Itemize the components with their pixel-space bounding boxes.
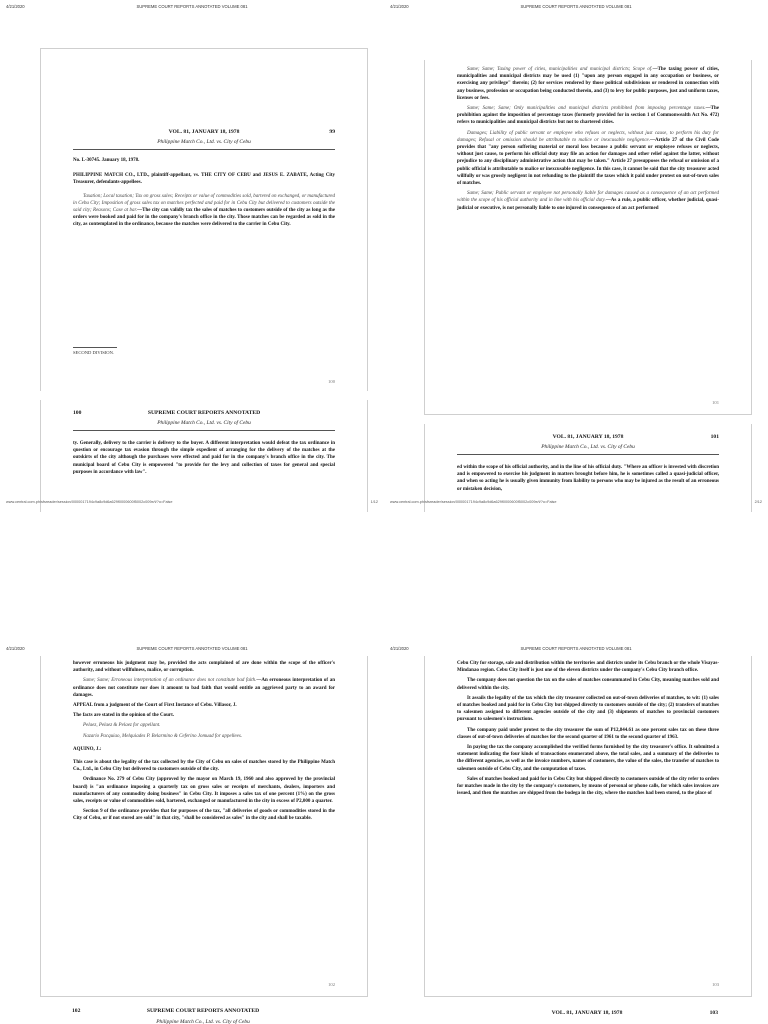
print-date: 4/21/2020 [6,646,25,651]
page-number: 103 [712,982,719,987]
running-head-number: 100 [73,410,82,416]
syllabus-1: Taxation; Local taxation; Tax on gross sales; Receipts or value of commodities sold, bartered on exchanged, or manufactured in Cebu City; Imposition of gross sales tax on matches perfected and paid for in Cebu City but delivered to customers outside the said city; Reasons; Case at bar.—The city can validly tax the sales of matches to customers outside of the city as long as the orders were booked and paid for in the company's branch office in the city. Those matches can be regarded as sold in the city, as contemplated in the ordinance, because the matches were delivered to the carrier in Cebu City. [73,193,336,228]
footnote: SECOND DIVISION. [73,350,115,355]
page-101-frame [424,424,752,512]
case-number: No. L-30745. January 18, 1978. [73,158,140,163]
running-head-title: VOL. 81, JANUARY 18, 1978 [552,434,624,440]
case-body [457,660,719,800]
header-rule [457,454,719,455]
counsel-appellees: Nazario Pacquiao, Melquiades P. Belarmino & Ceferino Jomuad for appellees. [83,733,243,739]
page-101-syllabus-frame [424,60,752,415]
page-number: 101 [712,400,719,405]
header-rule [73,149,335,150]
browser-print-footer [390,500,762,508]
syllabus-3: Same; Same; Same; Only municipalities and municipal districts prohibited from imposing percentage taxes.—The prohibition against the imposition of percentage taxes (formerly provided for in section 1 of Commonwealth Act No. 472) refers to municipalities and municipal districts but not to chartered cities. [457,106,719,126]
decision-paragraph-3: Section 9 of the ordinance provides that for purposes of the tax, "all deliveries of goods or commodities stored in the City of Cebu, or if not stored are sold" in that city, "shall be considered as sales" in the city and shall be taxable. [73,809,335,822]
syllabus-2: Same; Same; Taxing power of cities, municipalities and municipal districts; Scope of.—The taxing power of cities, municipalities and municipal districts may be used (1) "upon any person engaged in any occupation or business, or exercising any privilege" therein; (2) for services rendered by those political subdivisions or rendered in connection with any business, profession or occupation being conducted therein, and (3) to levy for public purposes, just and uniform taxes, licenses or fees. [457,67,719,101]
browser-print-footer [6,500,378,508]
decision-paragraph-4: Cebu City for storage, sale and distribution within the territories and districts under its Cebu branch or the whole Visayas-Mindanao region. Cebu City itself is just one of the eleven districts under the company's Cebu City branch office. [457,661,719,674]
pdf-page-1 [0,0,384,512]
body-paragraph: ed within the scope of his official authority, and in the line of his official duty. "Where an officer is invested with discretion and is empowered to exercise his judgment in matters brought before him, he is sometimes called a quasi-judicial officer, and when so acting he is usually given immunity from liability to persons who may be injured as the result of an erroneous or mistaken decision, [457,465,719,492]
ponente: AQUINO, J.: [73,746,102,752]
syllabus-5: Same; Same; Public servant or employee not personally liable for damages caused as a consequence of an act performed within the scope of his official authority and in line with his official duty.—As a rule, a public officer, whether judicial, quasi-judicial or executive, is not personally liable to one injured in consequence of an act performed [457,191,719,211]
running-head-number: 99 [329,129,335,135]
case-subtitle: Philippine Match Co., Ltd. vs. City of Cebu [157,139,251,145]
decision-paragraph-7: The company paid under protest to the city treasurer the sum of P12,844.61 as one percent sales tax on these three classes of out-of-town deliveries of matches for the second quarter of 1961 to the second quarter of 1963. [457,727,719,740]
case-body [73,660,335,826]
running-head-title: VOL. 81, JANUARY 18, 1978 [168,129,240,135]
print-date: 4/21/2020 [390,646,409,651]
case-subtitle: Philippine Match Co., Ltd. vs. City of Cebu [541,444,635,450]
page-number: 100 [328,379,335,384]
print-title: SUPREME COURT REPORTS ANNOTATED VOLUME 081 [520,646,632,651]
counsel-appellant: Pelaez, Pelaez & Pelaez for appellant. [83,723,161,729]
case-parties: PHILIPPINE MATCH CO., LTD., plaintiff-appellant, vs. THE CITY OF CEBU and JESUS E. ZABATE, Acting City Treasurer, defendants-appellees. [73,173,335,186]
running-head-title: SUPREME COURT REPORTS ANNOTATED [147,410,261,416]
case-body [73,440,335,479]
print-title: SUPREME COURT REPORTS ANNOTATED VOLUME 081 [136,646,248,651]
print-title: SUPREME COURT REPORTS ANNOTATED VOLUME 081 [520,4,632,9]
page-99-frame [40,48,368,391]
decision-paragraph-2: Ordinance No. 279 of Cebu City (approved by the mayor on March 19, 1960 and also approved by the provincial board) is "an ordinance imposing a quarterly tax on gross sales or receipts of merchants, dealers, importers and manufacturers of any commodity doing business" in Cebu City. It imposes a sales tax of one percent (1%) on the gross sales, receipts or value of commodities sold, bartered, exchanged or manufactured in the city in excess of P2,000 a quarter. [73,777,335,805]
syllabus-4: Damages; Liability of public servant or employee who refuses or neglects, without just cause, to perform his duty for damages; Refusal or omission should be attributable to malice or inexcusable negligence.—Article 27 of the Civil Code provides that "any person suffering material or moral loss because a public servant or employee refuses or neglects, without just cause, to perform his official duty may file an action for damages and other relief against the latter, without prejudice to any disciplinary administrative action that may be taken." Article 27 presupposes the refusal or omission of a public official is attributable to malice or inexcusable negligence. In this case, it cannot be said that the city treasurer acted willfully or was grossly negligent in not refunding to the plaintiff the taxes which it paid under protest on out-of-town sales of matches. [457,130,719,187]
browser-print-header [6,646,378,654]
appeal-line: APPEAL from a judgment of the Court of First Instance of Cebu. Villasor, J. [73,703,237,709]
print-url: www.central.com.ph/sfsreader/session/0000017194c9a8c9d6a629f0000600f5002c009e/t/?o=False [390,500,557,504]
print-url: www.central.com.ph/sfsreader/session/0000017194c9a8c9d6a629f0000600f5002c009e/t/?o=False [6,500,173,504]
pdf-page-4 [384,512,768,1024]
running-head-number: 103 [709,1010,718,1016]
print-title: SUPREME COURT REPORTS ANNOTATED VOLUME 081 [136,4,248,9]
print-date: 4/21/2020 [390,4,409,9]
browser-print-header [390,4,762,12]
decision-paragraph-5: The company does not question the tax on the sales of matches consummated in Cebu City, meaning matches sold and delivered within the city. [457,678,719,691]
page-number: 102 [328,982,335,987]
print-page-count: 2/12 [754,500,762,504]
page-103-frame [424,656,752,997]
decision-paragraph-9: Sales of matches booked and paid for in Cebu City but shipped directly to customers outside of the city refer to orders for matches made in the city by the company's customers, by means of personal or phone calls, for which sales invoices are issued, and then the matches are shipped from the bodega in the city, where the matches had been stored, to the place of [457,776,719,797]
decision-paragraph-1: This case is about the legality of the tax collected by the City of Cebu on sales of matches stored by the Philippine Match Co., Ltd., in Cebu City but delivered to customers outside of the city. [73,760,335,773]
pdf-page-3 [0,512,384,1024]
header-rule [73,430,335,431]
running-head-number: 102 [72,1008,81,1014]
decision-paragraph-8: In paying the tax the company accomplished the verified forms furnished by the city treasurer's office. It submitted a statement indicating the four kinds of transactions enumerated above, the total sales, and a summary of the deliveries to the different agencies, as well as the invoice numbers, names of customers, the value of the sales, the transfer of matches to salesmen outside of Cebu City, and the computation of taxes. [457,745,719,772]
syllabus-body [457,66,719,215]
page-102-frame [40,656,368,997]
body-paragraph: however erroneous his judgment may be, provided the acts complained of are done within the scope of the officer's authority, and without willfulness, malice, or corruption. [73,661,335,674]
case-body [73,157,335,232]
page-100-frame [40,400,368,512]
body-paragraph: ty. Generally, delivery to the carrier is delivery to the buyer. A different interpretation would defeat the tax ordinance in question or encourage tax evasion through the simple expedient of arranging for the delivery of the matches at the outskirts of the city although the purchases were effected and paid for in the company's branch office in the city. The municipal board of Cebu City is empowered "to provide for the levy and collection of taxes for general and special purposes in accordance with law". [73,441,335,475]
running-head-title: VOL. 81, JANUARY 18, 1978 [551,1010,623,1016]
decision-paragraph-6: It assails the legality of the tax which the city treasurer collected on out-of-town deliveries of matches, to wit: (1) sales of matches booked and paid for in Cebu City but shipped directly to customers outside of the city; (2) transfers of matches to salesmen assigned to different agencies outside of the city and (3) shipments of matches to provincial customers pursuant to salesmen's instructions. [457,695,719,723]
running-head-title: SUPREME COURT REPORTS ANNOTATED [146,1008,260,1014]
browser-print-header [6,4,378,12]
browser-print-header [390,646,762,654]
print-date: 4/21/2020 [6,4,25,9]
running-head-number: 101 [710,434,719,440]
facts-line: The facts are stated in the opinion of the Court. [73,713,175,719]
syllabus-6: Same; Same; Erroneous interpretation of an ordinance does not constitute bad faith.—An erroneous interpretation of an ordinance does not constitute nor does it amount to bad faith that would entitle an aggrieved party to an award for damages. [73,678,335,698]
footnote-rule [73,347,117,348]
case-subtitle: Philippine Match Co., Ltd. vs. City of Cebu [156,1019,250,1024]
pdf-page-2 [384,0,768,512]
case-body [457,464,719,496]
print-page-count: 1/12 [370,500,378,504]
case-subtitle: Philippine Match Co., Ltd. vs. City of Cebu [157,420,251,426]
